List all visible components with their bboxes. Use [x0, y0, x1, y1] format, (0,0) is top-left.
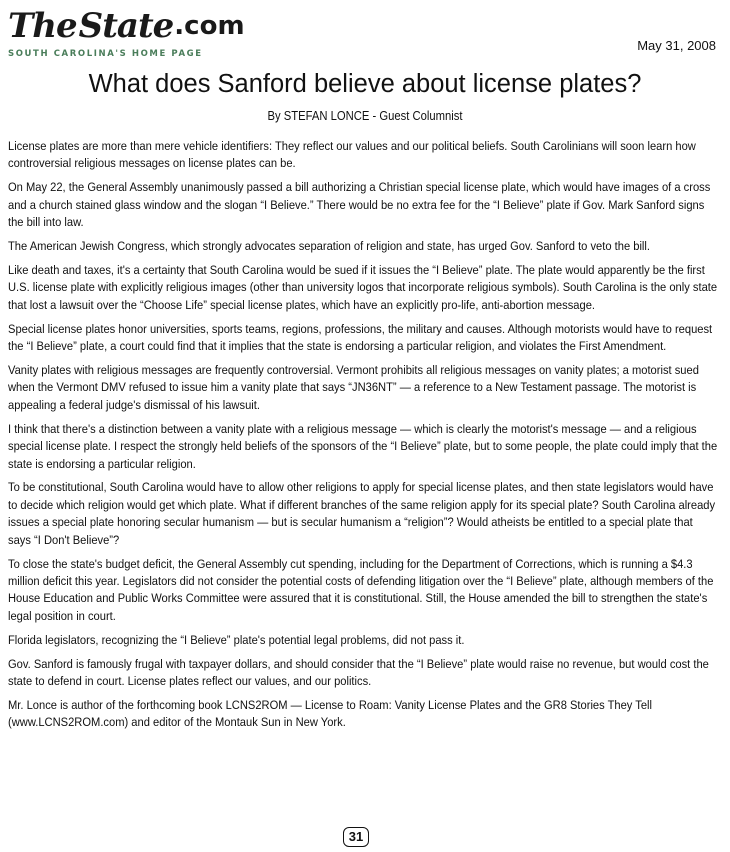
masthead-tagline: SOUTH CAROLINA'S HOME PAGE: [8, 49, 203, 59]
article-paragraph: License plates are more than mere vehicle identifiers: They reflect our values and our political beliefs. South Carolinians will soon learn how controversial religious messages on license plates can be.: [8, 139, 696, 171]
logo-state: State: [78, 6, 174, 46]
article-paragraph: Gov. Sanford is famously frugal with taxpayer dollars, and should consider that the “I Believe” plate would raise no revenue, but would cost the state to defend in court. License plates reflect our values, and our politics.: [8, 656, 709, 688]
article-paragraph: Vanity plates with religious messages are frequently controversial. Vermont prohibits all religious messages on vanity plates; a motorist sued when the Vermont DMV refused to issue him a vanity plate that says “JN36NT” — a reference to a New Testament passage. The motorist is appealing a federal judge's dismissal of his lawsuit.: [8, 362, 699, 412]
article-paragraph: Like death and taxes, it's a certainty that South Carolina would be sued if it issues the “I Believe” plate. The plate would apparently be the first U.S. license plate with explicitly religious images (other than university logos that incorporate religious symbols). South Carolina is the only state that lost a lawsuit over the “Choose Life” special license plates, which have an explicitly pro-life, anti-abortion message.: [8, 262, 718, 312]
masthead: [8, 2, 245, 62]
article-headline: What does Sanford believe about license plates?: [88, 70, 642, 98]
logo-dotcom: .com: [174, 11, 245, 41]
article-byline: By STEFAN LONCE - Guest Columnist: [267, 109, 463, 123]
article-paragraph: Special license plates honor universities, sports teams, regions, professions, the military and causes. Although motorists would have to request the “I Believe” plate, a court could find that it implies that the state is endorsing a particular religion, and violates the First Amendment.: [8, 321, 713, 354]
article-paragraph: On May 22, the General Assembly unanimously passed a bill authorizing a Christian special license plate, which would have images of a cross and a church stained glass window and the slogan “I Believe.” There would be no extra fee for the “I Believe” plate if Gov. Mark Sanford signs the bill into law.: [8, 180, 711, 230]
site-logo[interactable]: [8, 2, 245, 46]
article-paragraph: The American Jewish Congress, which strongly advocates separation of religion and state, has urged Gov. Sanford to veto the bill.: [8, 239, 650, 254]
logo-the: The: [8, 6, 77, 46]
article-paragraph: To close the state's budget deficit, the General Assembly cut spending, including for the Department of Corrections, which is running a $4.3 million deficit this year. Legislators did not consider the potential costs of defending litigation over the “I Believe” plate, although members of the House Education and Public Works Committee were assured that it is constitutional. Still, the House amended the bill to strengthen the state's legal position in court.: [8, 556, 714, 623]
article-paragraph: I think that there's a distinction between a vanity plate with a religious message — which is clearly the motorist's message — and a religious special license plate. I respect the strongly held beliefs of the sponsors of the “I Believe” plate, but to some people, the plate could imply that the state is endorsing a particular religion.: [8, 421, 718, 471]
article-paragraph: Florida legislators, recognizing the “I Believe” plate's potential legal problems, did not pass it.: [8, 632, 465, 647]
article-paragraph: To be constitutional, South Carolina would have to allow other religions to apply for special license plates, and then state legislators would have to decide which religion would get which plate. What if different branches of the same religion apply for its special plate? South Carolina already issues a special plate honoring secular humanism — but is secular humanism a “religion”? Would atheists be entitled to a special plate that says “I Don't Believe”?: [8, 480, 716, 547]
page-number-badge: 31: [343, 827, 369, 847]
article-body: [8, 138, 717, 738]
article-paragraph: Mr. Lonce is author of the forthcoming book LCNS2ROM — License to Roam: Vanity License Plates and the GR8 Stories They Tell (www.LCNS2ROM.com) and editor of the Montauk Sun in New York.: [8, 697, 653, 730]
publication-date: May 31, 2008: [637, 38, 716, 53]
